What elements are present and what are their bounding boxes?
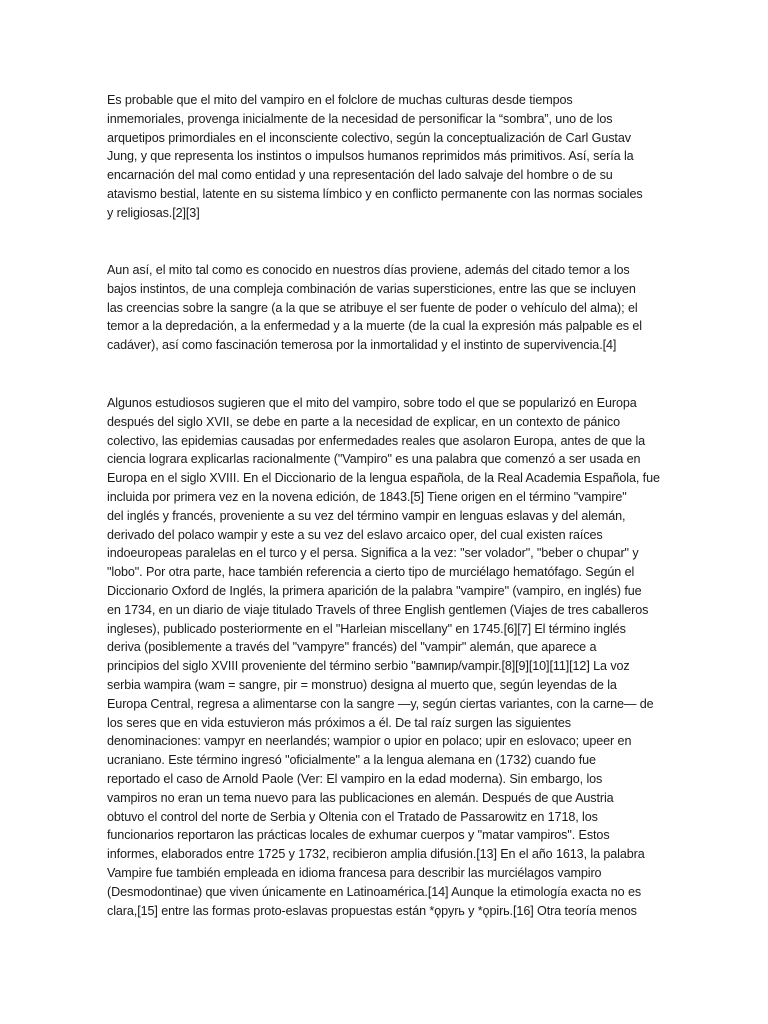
paragraph-etymology: Algunos estudiosos sugieren que el mito del vampiro, sobre todo el que se popularizó en Europa después del siglo XVII, se debe en parte a la necesidad de explicar, en un contexto de pánico colectivo, las epidemias causadas por enfermedades reales que asolaron Europa, antes de que la ciencia lograra explicarlas racionalmente ("Vampiro" es una palabra que comenzó a ser usada en Europa en el siglo XVIII. En el Diccionario de la lengua española, de la Real Academia Española, fue incluida por primera vez en la novena edición, de 1843.[5] Tiene origen en el término "vampire" del inglés y francés, proveniente a su vez del término vampir en lenguas eslavas y del alemán, derivado del polaco wampir y este a su vez del eslavo arcaico oper, del cual existen raíces indoeuropeas paralelas en el turco y el persa. Significa a la vez: "ser volador", "beber o chupar" y "lobo". Por otra parte, hace también referencia a cierto tipo de murciélago hematófago. Según el Diccionario Oxford de Inglés, la primera aparición de la palabra "vampire" (vampiro, en inglés) fue en 1734, en un diario de viaje titulado Travels of three English gentlemen (Viajes de tres caballeros ingleses), publicado posteriormente en el "Harleian miscellany" en 1745.[6][7] El término inglés deriva (posiblemente a través del "vampyre" francés) del "vampir" alemán, que aparece a principios del siglo XVIII proveniente del término serbio "вампир/vampir.[8][9][10][11][12] La voz serbia wampira (wam = sangre, pir = monstruo) designa al muerto que, según leyendas de la Europa Central, regresa a alimentarse con la sangre —y, según ciertas variantes, con la carne— de los seres que en vida estuvieron más próximos a él. De tal raíz surgen las siguientes denominaciones: vampyr en neerlandés; wampior o upior en polaco; upir en eslovaco; upeer en ucraniano. Este término ingresó "oficialmente" a la lengua alemana en (1732) cuando fue reportado el caso de Arnold Paole (Ver: El vampiro en la edad moderna). Sin embargo, los vampiros no eran un tema nuevo para las publicaciones en alemán. Después de que Austria obtuvo el control del norte de Serbia y Oltenia con el Tratado de Passarowitz en 1718, los funcionarios reportaron las prácticas locales de exhumar cuerpos y "matar vampiros". Estos informes, elaborados entre 1725 y 1732, recibieron amplia difusión.[13] En el año 1613, la palabra Vampire fue también empleada en idioma francesa para describir las murciélagos vampiro (Desmodontinae) que viven únicamente en Latinoamérica.[14] Aunque la etimología exacta no es clara,[15] entre las formas proto-eslavas propuestas están *ǫpyrь y *ǫpirь.[16] Otra teoría menos [107,396,660,918]
paragraph-psychological-origin: Es probable que el mito del vampiro en el folclore de muchas culturas desde tiempos inmemoriales, provenga inicialmente de la necesidad de personificar la “sombra”, uno de los arquetipos primordiales en el inconsciente colectivo, según la conceptualización de Carl Gustav Jung, y que representa los instintos o impulsos humanos reprimidos más primitivos. Así, sería la encarnación del mal como entidad y una representación del lado salvaje del hombre o de su atavismo bestial, latente en su sistema límbico y en conflicto permanente con las normas sociales y religiosas.[2][3] [107,93,643,220]
paragraph-superstitions: Aun así, el mito tal como es conocido en nuestros días proviene, además del citado temor a los bajos instintos, de una compleja combinación de varias supersticiones, entre las que se incluyen las creencias sobre la sangre (a la que se atribuye el ser fuente de poder o vehículo del alma); el temor a la depredación, a la enfermedad y a la muerte (de la cual la expresión más palpable es el cadáver), así como fascinación temerosa por la inmortalidad y el instinto de supervivencia.[4] [107,263,642,353]
